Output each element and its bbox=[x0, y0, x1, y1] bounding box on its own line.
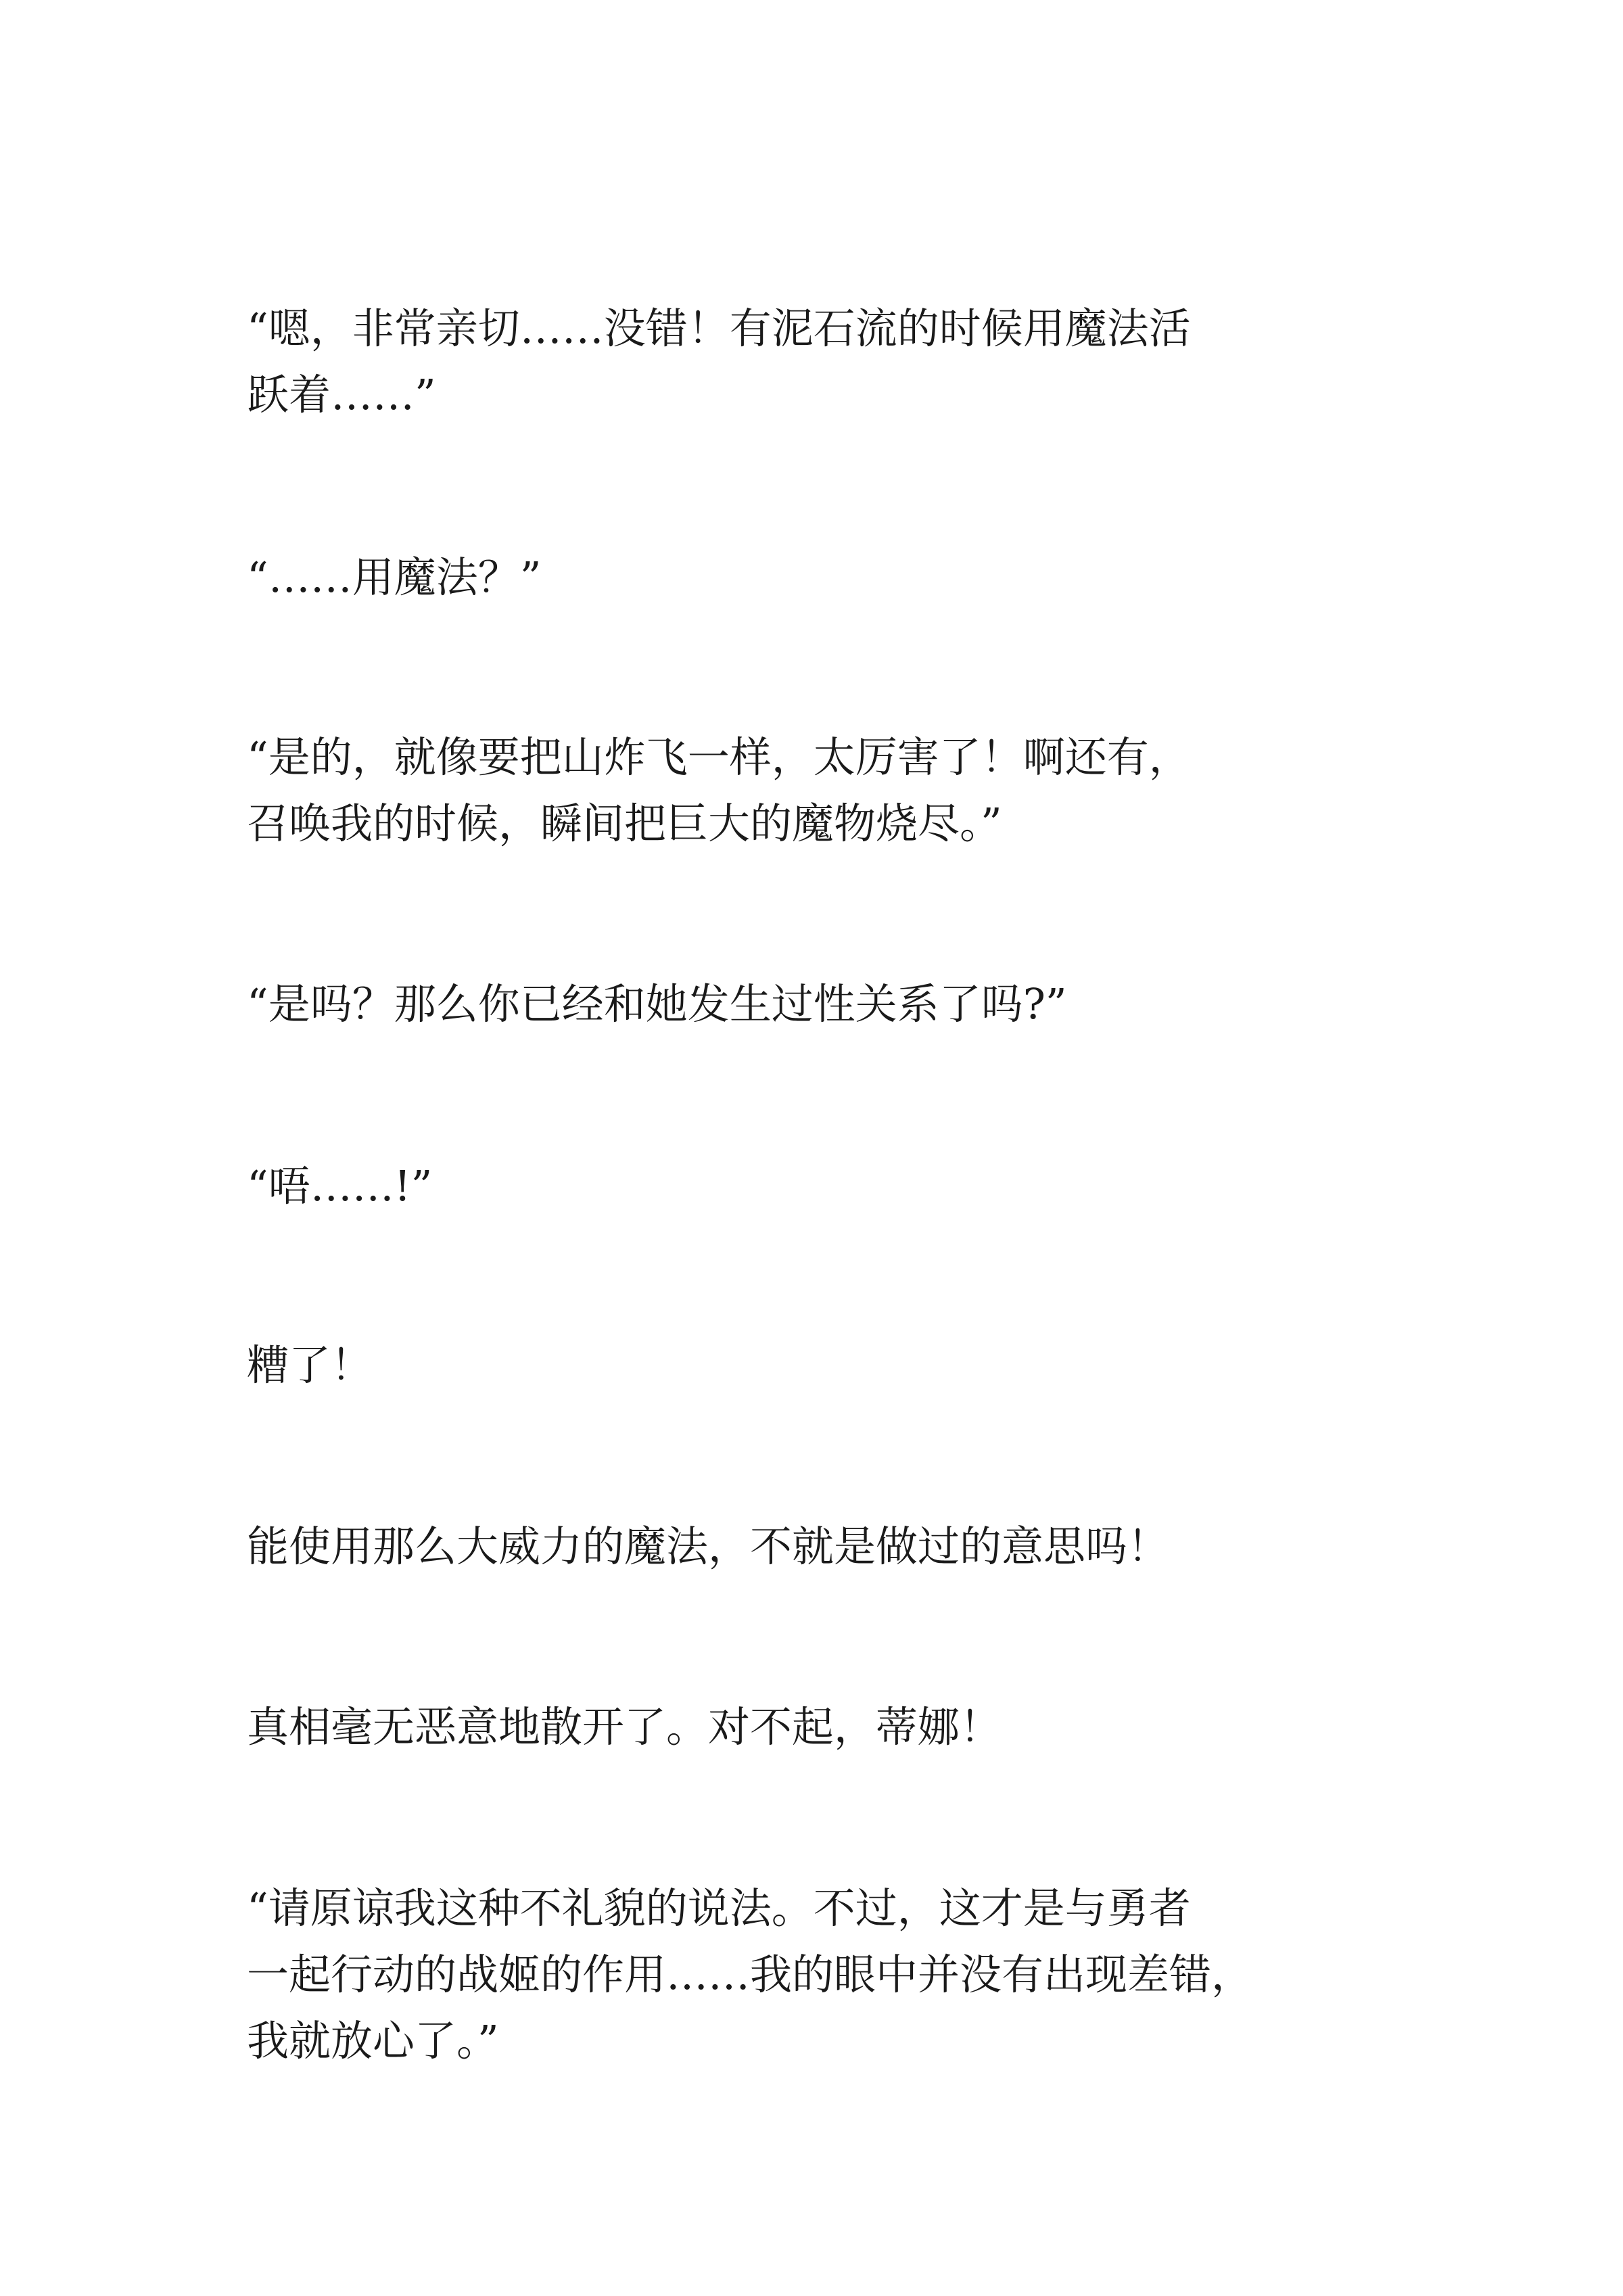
paragraph-4 bbox=[247, 971, 1410, 1037]
text-line: 真相毫无恶意地散开了。对不起，蒂娜！ bbox=[247, 1702, 1002, 1752]
text-line: 能使用那么大威力的魔法，不就是做过的意思吗！ bbox=[247, 1522, 1170, 1571]
text-line: 召唤我的时候，瞬间把巨大的魔物烧尽。” bbox=[247, 799, 1002, 848]
paragraph-2 bbox=[247, 544, 1410, 611]
paragraph-9 bbox=[247, 1875, 1410, 2074]
text-line: “唔……!” bbox=[247, 1161, 433, 1211]
paragraph-6 bbox=[247, 1332, 1410, 1399]
text-line: “……用魔法？” bbox=[247, 553, 542, 602]
text-line: “嗯，非常亲切……没错！有泥石流的时候用魔法活 bbox=[247, 304, 1191, 353]
paragraph-1 bbox=[247, 296, 1410, 428]
paragraph-3 bbox=[247, 724, 1410, 857]
text-line: 我就放心了。” bbox=[247, 2016, 499, 2065]
text-line: 一起行动的战姬的作用……我的眼中并没有出现差错， bbox=[247, 1950, 1254, 1999]
text-line: “请原谅我这种不礼貌的说法。不过，这才是与勇者 bbox=[247, 1883, 1191, 1933]
text-line: 跃着……” bbox=[247, 370, 436, 419]
paragraph-8 bbox=[247, 1694, 1410, 1760]
text-line: “是的，就像要把山炸飞一样，太厉害了！啊还有， bbox=[247, 732, 1191, 782]
paragraph-5 bbox=[247, 1153, 1410, 1219]
text-line: 糟了！ bbox=[247, 1340, 373, 1390]
text-line: “是吗？那么你已经和她发生过性关系了吗?” bbox=[247, 979, 1067, 1029]
paragraph-7 bbox=[247, 1514, 1410, 1580]
